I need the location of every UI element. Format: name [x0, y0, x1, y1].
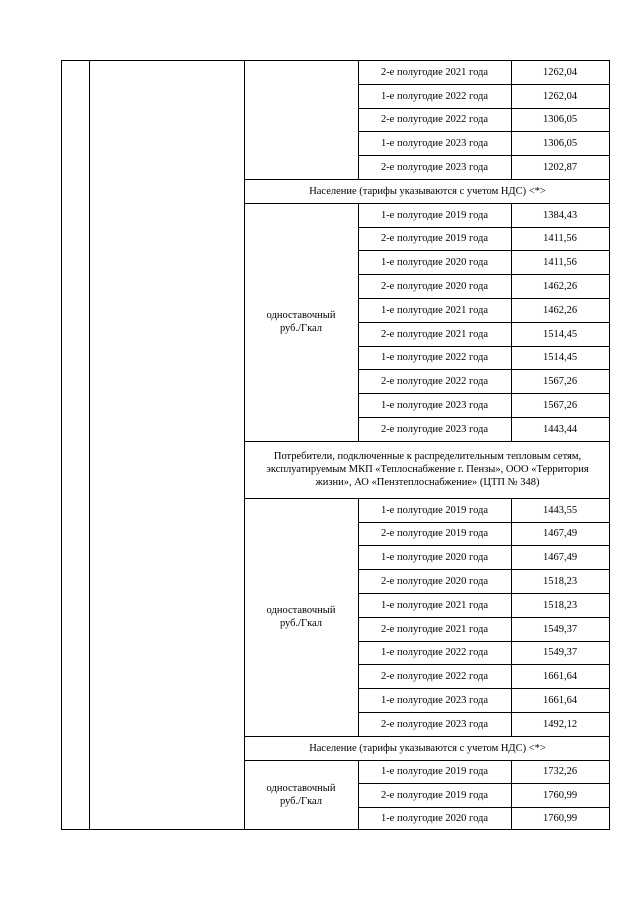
tariff-value: 1443,44 [542, 423, 578, 435]
group-header: Население (тарифы указываются с учетом НДС) <*> [309, 742, 546, 754]
period-cell: 1-е полугодие 2020 года [380, 812, 489, 824]
period-cell: 1-е полугодие 2022 года [380, 90, 489, 102]
rate-type-label: одноставочный руб./Гкал [266, 605, 336, 629]
table-rule [358, 760, 359, 830]
tariff-value: 1518,23 [542, 575, 578, 587]
tariff-value: 1732,26 [542, 766, 578, 777]
tariff-value: 1467,49 [542, 551, 578, 563]
period-cell: 1-е полугодие 2023 года [380, 399, 489, 411]
period-cell: 2-е полугодие 2019 года [380, 789, 489, 801]
table-rule [511, 760, 512, 830]
tariff-value: 1202,87 [542, 161, 578, 173]
table-rule [358, 203, 359, 442]
table-rule [61, 829, 610, 830]
table-rule [511, 203, 512, 442]
tariff-value: 1411,56 [543, 233, 577, 244]
tariff-value: 1514,45 [542, 352, 578, 363]
tariff-value: 1384,43 [542, 209, 578, 221]
tariff-value: 1567,26 [542, 399, 578, 411]
period-cell: 2-е полугодие 2020 года [380, 575, 489, 587]
table-rule [244, 60, 245, 830]
period-cell: 1-е полугодие 2020 года [380, 256, 489, 268]
table-rule [358, 498, 359, 737]
tariff-value: 1411,56 [543, 256, 577, 268]
tariff-value: 1514,45 [542, 328, 578, 340]
tariff-value: 1760,99 [542, 812, 578, 824]
period-cell: 2-е полугодие 2023 года [380, 718, 489, 730]
table-rule [609, 60, 610, 830]
tariff-value: 1262,04 [542, 90, 578, 102]
period-cell: 2-е полугодие 2022 года [380, 375, 489, 387]
period-cell: 2-е полугодие 2022 года [380, 114, 489, 125]
tariff-value: 1549,37 [542, 623, 578, 635]
period-cell: 2-е полугодие 2023 года [380, 161, 489, 173]
period-cell: 1-е полугодие 2021 года [380, 599, 489, 611]
rate-type-label: одноставочный руб./Гкал [266, 310, 336, 334]
period-cell: 1-е полугодие 2019 года [380, 209, 489, 221]
period-cell: 2-е полугодие 2020 года [380, 280, 489, 292]
tariff-value: 1306,05 [542, 137, 578, 149]
tariff-value: 1661,64 [542, 694, 578, 706]
period-cell: 1-е полугодие 2023 года [380, 137, 489, 149]
tariff-value: 1567,26 [542, 375, 578, 387]
period-cell: 1-е полугодие 2020 года [380, 551, 489, 563]
tariff-value: 1760,99 [542, 789, 578, 801]
period-cell: 2-е полугодие 2019 года [380, 233, 489, 244]
period-cell: 1-е полугодие 2021 года [380, 304, 489, 316]
tariff-value: 1549,37 [542, 647, 578, 658]
table-rule [89, 60, 90, 830]
tariff-value: 1492,12 [542, 718, 578, 730]
period-cell: 2-е полугодие 2021 года [380, 328, 489, 340]
period-cell: 1-е полугодие 2023 года [380, 694, 489, 706]
period-cell: 1-е полугодие 2019 года [380, 766, 489, 777]
table-rule [358, 60, 359, 180]
group-header: Население (тарифы указываются с учетом НДС) <*> [309, 185, 546, 197]
table-rule [511, 60, 512, 180]
period-cell: 2-е полугодие 2022 года [380, 670, 489, 682]
period-cell: 1-е полугодие 2022 года [380, 352, 489, 363]
table-rule [61, 60, 62, 830]
tariff-value: 1518,23 [542, 599, 578, 611]
period-cell: 2-е полугодие 2021 года [380, 623, 489, 635]
period-cell: 2-е полугодие 2019 года [380, 528, 489, 539]
period-cell: 1-е полугодие 2022 года [380, 647, 489, 658]
period-cell: 2-е полугодие 2023 года [380, 423, 489, 435]
period-cell: 1-е полугодие 2019 года [380, 504, 489, 516]
period-cell: 2-е полугодие 2021 года [380, 66, 489, 78]
tariff-value: 1306,05 [542, 114, 578, 125]
table-rule [511, 498, 512, 737]
tariff-value: 1262,04 [542, 66, 578, 78]
tariff-value: 1661,64 [542, 670, 578, 682]
tariff-value: 1443,55 [542, 504, 578, 516]
rate-type-label: одноставочный руб./Гкал [266, 782, 336, 807]
group-header: Потребители, подключенные к распределительным тепловым сетям, эксплуатируемым МКП «Теплоснабжение г. Пензы», ООО «Территория жизни», АО «Пензтеплоснабжение» (ЦТП № 348) [266, 451, 589, 488]
tariff-value: 1462,26 [542, 280, 578, 292]
tariff-value: 1467,49 [542, 528, 578, 539]
tariff-value: 1462,26 [542, 304, 578, 316]
